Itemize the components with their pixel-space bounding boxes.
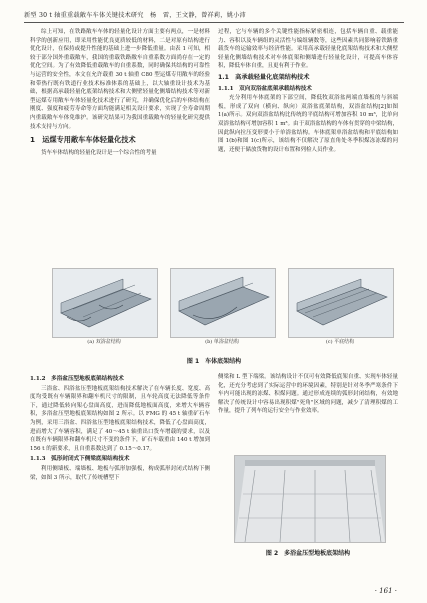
section-paragraph: 货车车体结构的轻量化设计是一个综合性的考量 [41, 149, 157, 156]
body-paragraph: 过程，它与车辆的多个关键性能指标紧密相连，包括车辆自重、载重能力、容积以及车辆组的灵活性与编组辆数等，这些因素共同影响着铁路重载货车的运输效率与经济性能。采用高承载轻量化底架结构技术和大侧壁轻量化侧墙结构技术对车体底架和侧墙进行轻量化设计，可提高车体容积，降低车体自重，且更有利于作业。 [218, 29, 398, 70]
body-paragraph: 三浴盆、四浴盆压型地板底架结构技术解决了在车辆长度、宽度、高度均受既有车辆限界和翻车机尺寸的限制，且车轮高度无法降低等条件下，通过降低转向架心盘面高度，进而降低地板面高度，来增大车辆容积，多浴盆压型地板底架结构如图 2 所示。以 FMG 的 45 t 轴重矿石车为例，采用三浴盆、四浴盆压型地板底架结构技术，降低了心盘面高度，进而增大了车辆容积，满足了 40～45 t 轴重出口货车增载的要求，以及在既有车辆限界和翻车机尺寸不变的条件下，矿石车载重由 140 t 增加到 156 t 的新要求，且自重系数达到了 0.15～0.17。 [30, 385, 210, 452]
subsubsection-heading: 1.1.1 双向双浴盆底架承载结构技术 [218, 85, 312, 92]
right-column-bottom [218, 373, 398, 416]
right-column-top [218, 28, 398, 154]
body-paragraph: 充分利用车体底架的下部空间，降低牧双浴盆两端直墙板的与斜端板，形成了双向（横向、纵向）双浴盆底架结构，双浴盆结构[2]如图 1(a)所示。双向双浴盆结构比传统的平底结构可增加容积 10 m³，比单向双浴盆结构可增加容积 1 m³。由于双浴盆结构的车体有贯穿的中梁结构，因此纵向拉压变形要小于单浴盆结构。车体底架单浴盆结构和平底结构如图 1(b)和图 1(c)所示，该结构不仅解决了原直角处冬季积煤冻冻煤的问题，还便于储放货物的设计布置和列检人员作业。 [218, 95, 398, 153]
running-header: 新型 30 t 轴重重载敞车车体关键技术研究 杨 雷，王文静，曾祥莉，姚小沛 [24, 10, 404, 23]
figure-1c-image [288, 268, 394, 338]
figure-1b-caption: (b) 单浴盆结构 [205, 339, 239, 345]
body-paragraph: 利用侧墙板、端墙板、地板与弧形加强板，构成弧形封闭式结构下侧梁，如图 3 所示，取代了传统槽型下 [30, 465, 210, 481]
intro-paragraph: 综上可知，在铁路敞车车体的轻量化设计方面主要有两点，一是材料科学的创新应用，即采用性能优良更质较低的材料，二是对原有结构进行优化设计，在保持或提升性能的基础上进一步降低重量。由表 1 可知，相较于部分国外重载敞车，我国的重载铁路敞车自重系数方面尚存在一定的优化空间。为了有效降低重载敞车的自重系数，同时确保其结构的可靠性与运营的安全性，本文在允许载重 30 t 轴重 C80 型运煤专用敞车的经验和带热行既有铁道行业技术标准体系的基础上，以大轴重设计技术为基础，根据高承载轻量化底架结构技术和大侧壁轻量化侧墙结构技术等对新型运煤专用敞车车体轻量化技术进行了研究，并确保优化后的车体结构在刚度、强度和疲劳寿命等方面均能满足相关设计要求，实现了全寿命周期内重载敞车车体免维护。该研究结果可为我国重载敞车的轻量化研究提供技术支持与方向。 [30, 29, 210, 130]
figure-2 [234, 455, 384, 541]
figure-1c-caption: (c) 平底结构 [325, 339, 355, 345]
figure-2-title: 图 2 多浴盆压型地板底架结构 [265, 550, 351, 557]
figure-1a-caption: (a) 双浴盆结构 [87, 339, 121, 345]
body-paragraph: 侧梁和 L 型下端梁。该结构设计不仅可有效降低底架自重、实现车体轻量化，还充分考虑到了实际运营中的环境因素，特别是针对冬季严寒条件下车内可能出现的冻煤、积煤问题。通过形成连续的弧形封闭结构，有效地解决了传统设计中容易出现积煤"死角"区域的问题，减少了清理积煤的工作量，提升了列车的运行安全与作业效率。 [218, 374, 398, 415]
figure-2-image [234, 455, 386, 543]
left-column-bottom [30, 373, 210, 482]
figure-1-title: 图 1 车体底架结构 [186, 358, 242, 365]
page-number: · 161 · [374, 587, 397, 595]
left-column-top [30, 28, 210, 157]
figure-1b-image [170, 268, 276, 338]
figure-1 [52, 268, 392, 348]
subsection-heading: 1.1 高承载轻量化底架结构技术 [218, 73, 310, 81]
figure-1a-image [52, 268, 158, 338]
section-heading: 1 运煤专用敞车车体轻量化技术 [30, 135, 136, 145]
subsubsection-heading: 1.1.3 弧形封闭式下侧梁底架结构技术 [30, 456, 130, 463]
subsubsection-heading: 1.1.2 多浴盆压型地板底架结构技术 [30, 376, 124, 382]
